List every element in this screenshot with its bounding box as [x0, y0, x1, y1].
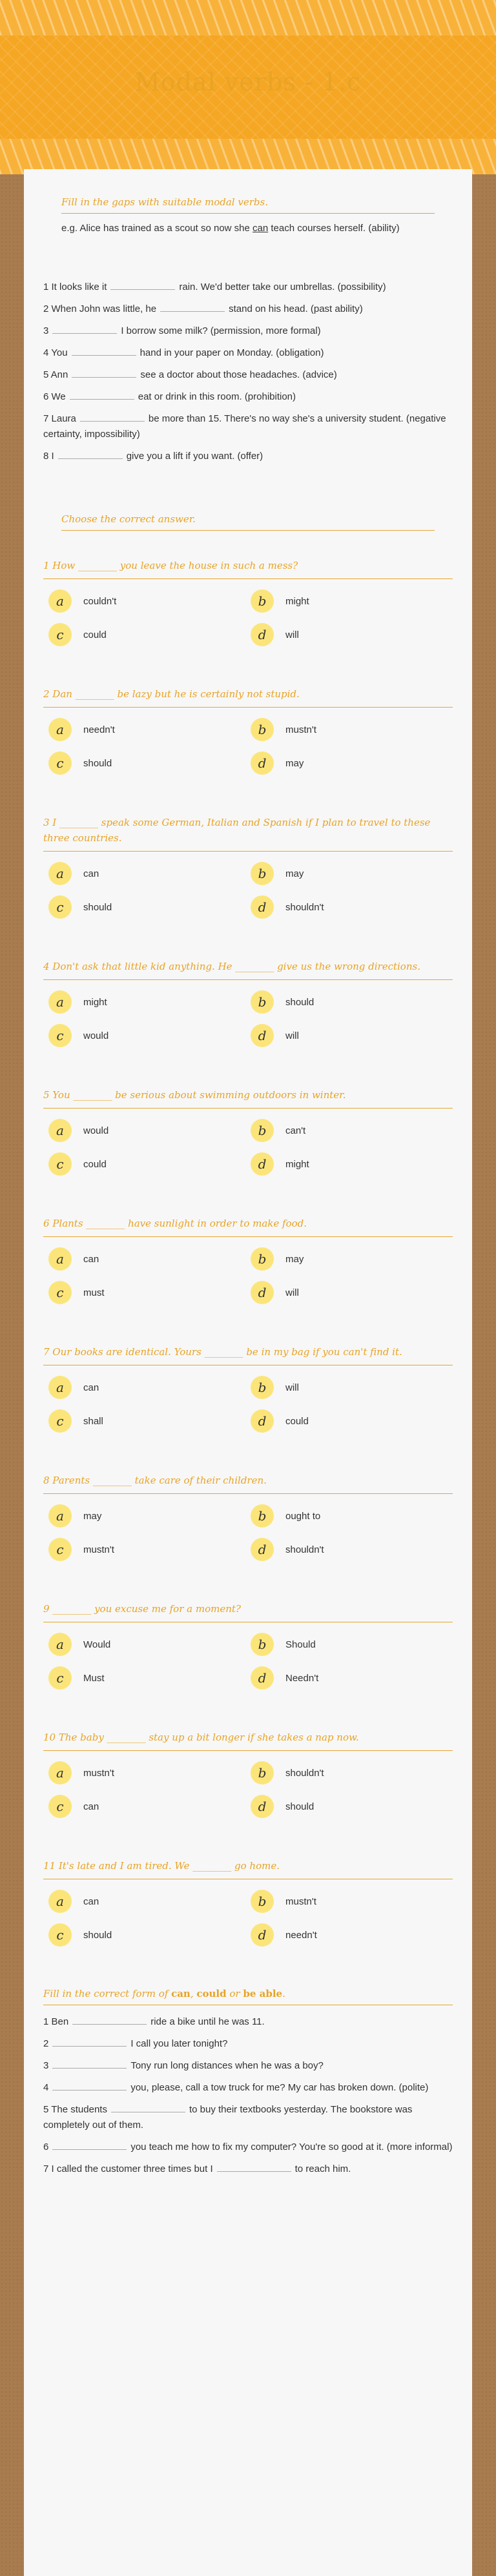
answer-blank[interactable]	[111, 2103, 185, 2112]
answer-option-c[interactable]	[48, 1152, 251, 1176]
line-text-pre: 8 I	[43, 451, 54, 462]
answer-options	[43, 1119, 453, 1176]
answer-options	[43, 1247, 453, 1304]
answer-option-b[interactable]	[251, 1504, 453, 1528]
option-letter-badge[interactable]: b	[251, 1890, 274, 1913]
answer-blank[interactable]	[110, 281, 175, 290]
option-label: shouldn't	[285, 901, 324, 913]
answer-option-d[interactable]	[251, 1795, 453, 1818]
question-text: 10 The baby ________ stay up a bit longer if she takes a nap now.	[43, 1730, 453, 1751]
question-3	[43, 815, 453, 919]
answer-option-a[interactable]	[48, 1633, 251, 1656]
answer-option-c[interactable]	[48, 1923, 251, 1947]
line-text-post: I call you later tonight?	[130, 2038, 228, 2049]
answer-option-d[interactable]	[251, 1409, 453, 1433]
option-label: will	[285, 629, 299, 640]
option-label: may	[285, 868, 304, 879]
option-letter-badge[interactable]: a	[48, 1376, 72, 1399]
s3-line-1	[43, 2014, 453, 2030]
answer-blank[interactable]	[52, 325, 117, 334]
answer-option-c[interactable]	[48, 751, 251, 775]
option-letter-badge[interactable]: c	[48, 1666, 72, 1690]
option-label: should	[285, 1801, 315, 1812]
answer-option-d[interactable]	[251, 623, 453, 646]
line-text-post: you teach me how to fix my computer? You're so good at it. (more informal)	[130, 2142, 453, 2152]
line-text-pre: 2 When John was little, he	[43, 303, 157, 314]
line-text-pre: 1 It looks like it	[43, 281, 107, 292]
answer-option-a[interactable]	[48, 990, 251, 1014]
question-list	[43, 558, 453, 1947]
option-letter-badge[interactable]: d	[251, 895, 274, 919]
option-letter-badge[interactable]: d	[251, 1923, 274, 1947]
option-letter-badge[interactable]: b	[251, 1504, 274, 1528]
question-text: 9 ________ you excuse me for a moment?	[43, 1601, 453, 1622]
option-letter-badge[interactable]: a	[48, 1504, 72, 1528]
line-text-pre: 3	[43, 325, 49, 336]
answer-options	[43, 990, 453, 1047]
line-text-pre: 7 I called the customer three times but I	[43, 2163, 213, 2174]
line-text-pre: 6 We	[43, 391, 66, 402]
option-letter-badge[interactable]: d	[251, 1666, 274, 1690]
option-letter-badge[interactable]: a	[48, 718, 72, 741]
question-5	[43, 1087, 453, 1176]
answer-option-b[interactable]	[251, 990, 453, 1014]
option-label: mustn't	[285, 724, 316, 735]
option-letter-badge[interactable]: d	[251, 751, 274, 775]
option-label: needn't	[83, 724, 115, 735]
answer-option-a[interactable]	[48, 1376, 251, 1399]
answer-option-a[interactable]	[48, 1890, 251, 1913]
option-letter-badge[interactable]: a	[48, 1247, 72, 1271]
option-letter-badge[interactable]: d	[251, 1409, 274, 1433]
question-text: 5 You ________ be serious about swimming outdoors in winter.	[43, 1087, 453, 1109]
option-letter-badge[interactable]: b	[251, 1761, 274, 1784]
line-text-post: stand on his head. (past ability)	[229, 303, 363, 314]
gap-line-8	[43, 449, 453, 464]
option-label: could	[83, 1158, 107, 1170]
answer-blank[interactable]	[52, 2060, 127, 2069]
answer-option-b[interactable]	[251, 862, 453, 885]
option-label: should	[83, 1929, 112, 1941]
s3-line-3	[43, 2058, 453, 2074]
line-text-pre: 2	[43, 2038, 49, 2049]
option-letter-badge[interactable]: c	[48, 1538, 72, 1561]
header-banner	[0, 0, 496, 174]
answer-blank[interactable]	[80, 413, 145, 422]
answer-option-a[interactable]	[48, 1761, 251, 1784]
answer-option-c[interactable]	[48, 1024, 251, 1047]
answer-option-b[interactable]	[251, 1890, 453, 1913]
section-2-heading: Choose the correct answer.	[61, 509, 435, 531]
option-label: may	[285, 1253, 304, 1265]
answer-options	[43, 1761, 453, 1818]
section-2	[61, 509, 435, 531]
answer-option-a[interactable]	[48, 1119, 251, 1142]
question-text: 6 Plants ________ have sunlight in order to make food.	[43, 1216, 453, 1237]
answer-options	[43, 862, 453, 919]
line-text-pre: 4 You	[43, 347, 68, 358]
s3-line-6	[43, 2140, 453, 2155]
question-text: 2 Dan ________ be lazy but he is certainly not stupid.	[43, 686, 453, 708]
answer-option-b[interactable]	[251, 1119, 453, 1142]
answer-blank[interactable]	[160, 303, 225, 312]
gap-line-1	[43, 280, 453, 295]
answer-option-a[interactable]	[48, 718, 251, 741]
option-letter-badge[interactable]: b	[251, 990, 274, 1014]
answer-option-c[interactable]	[48, 1538, 251, 1561]
option-label: should	[83, 901, 112, 913]
gap-line-6	[43, 389, 453, 405]
answer-option-d[interactable]	[251, 1281, 453, 1304]
option-letter-badge[interactable]: c	[48, 895, 72, 919]
option-letter-badge[interactable]: b	[251, 1247, 274, 1271]
option-letter-badge[interactable]: b	[251, 589, 274, 613]
s3-line-5	[43, 2102, 453, 2133]
example-pre: e.g. Alice has trained as a scout so now she	[61, 223, 253, 234]
page-title: Modal verbs - 1.c	[134, 68, 362, 96]
answer-option-c[interactable]	[48, 895, 251, 919]
answer-options	[43, 718, 453, 775]
option-letter-badge[interactable]: b	[251, 862, 274, 885]
option-letter-badge[interactable]: c	[48, 1152, 72, 1176]
s3-line-4	[43, 2080, 453, 2096]
gap-line-5	[43, 367, 453, 383]
option-label: shouldn't	[285, 1544, 324, 1555]
question-9	[43, 1601, 453, 1690]
line-text-pre: 4	[43, 2082, 49, 2093]
line-text-pre: 7 Laura	[43, 413, 76, 424]
question-text: 1 How ________ you leave the house in such a mess?	[43, 558, 453, 579]
option-label: can	[83, 1253, 99, 1265]
option-letter-badge[interactable]: c	[48, 751, 72, 775]
option-label: mustn't	[83, 1544, 114, 1555]
option-label: will	[285, 1030, 299, 1041]
answer-blank[interactable]	[72, 347, 136, 356]
answer-option-d[interactable]	[251, 1923, 453, 1947]
answer-option-b[interactable]	[251, 589, 453, 613]
question-text: 4 Don't ask that little kid anything. He ________ give us the wrong directions.	[43, 959, 453, 980]
question-4	[43, 959, 453, 1047]
worksheet	[24, 169, 472, 2576]
option-label: might	[285, 1158, 309, 1170]
option-label: must	[83, 1287, 105, 1298]
option-label: will	[285, 1382, 299, 1393]
answer-option-b[interactable]	[251, 718, 453, 741]
answer-blank[interactable]	[72, 2016, 147, 2025]
line-text-post: hand in your paper on Monday. (obligation)	[140, 347, 324, 358]
gap-fill-list	[43, 280, 453, 464]
answer-blank[interactable]	[52, 2141, 127, 2150]
option-letter-badge[interactable]: d	[251, 1152, 274, 1176]
option-letter-badge[interactable]: b	[251, 718, 274, 741]
option-letter-badge[interactable]: c	[48, 1409, 72, 1433]
answer-option-d[interactable]	[251, 1666, 453, 1690]
answer-option-c[interactable]	[48, 1409, 251, 1433]
line-text-post: Tony run long distances when he was a boy?	[130, 2060, 324, 2071]
option-label: should	[285, 996, 315, 1008]
answer-options	[43, 589, 453, 646]
question-2	[43, 686, 453, 775]
line-text-post: ride a bike until he was 11.	[150, 2016, 265, 2027]
option-label: shouldn't	[285, 1767, 324, 1779]
gap-line-2	[43, 302, 453, 317]
question-text: 3 I ________ speak some German, Italian and Spanish if I plan to travel to these three countries.	[43, 815, 453, 852]
example-sentence	[61, 221, 435, 236]
gap-line-7	[43, 411, 453, 442]
line-text-post: you, please, call a tow truck for me? My car has broken down. (polite)	[130, 2082, 429, 2093]
question-7	[43, 1344, 453, 1433]
option-letter-badge[interactable]: d	[251, 1795, 274, 1818]
answer-option-d[interactable]	[251, 895, 453, 919]
option-letter-badge[interactable]: c	[48, 623, 72, 646]
option-letter-badge[interactable]: d	[251, 623, 274, 646]
answer-option-d[interactable]	[251, 751, 453, 775]
option-label: will	[285, 1287, 299, 1298]
answer-option-a[interactable]	[48, 862, 251, 885]
section-3-heading: Fill in the correct form of can, could or be able.	[43, 1988, 453, 2005]
answer-option-c[interactable]	[48, 623, 251, 646]
option-label: shall	[83, 1415, 103, 1427]
line-text-post: be more than 15. There's no way she's a university student. (negative certainty, impossibility)	[43, 413, 446, 440]
question-10	[43, 1730, 453, 1818]
answer-options	[43, 1376, 453, 1433]
question-1	[43, 558, 453, 646]
section-3-list	[43, 2014, 453, 2177]
line-text-pre: 5 Ann	[43, 369, 68, 380]
answer-option-b[interactable]	[251, 1633, 453, 1656]
answer-option-b[interactable]	[251, 1247, 453, 1271]
option-label: can	[83, 1801, 99, 1812]
option-letter-badge[interactable]: a	[48, 589, 72, 613]
question-11	[43, 1858, 453, 1947]
option-letter-badge[interactable]: d	[251, 1538, 274, 1561]
section-1-heading: Fill in the gaps with suitable modal verbs.	[61, 192, 435, 214]
option-label: Would	[83, 1639, 111, 1650]
option-label: couldn't	[83, 595, 117, 607]
option-letter-badge[interactable]: a	[48, 1119, 72, 1142]
gap-line-3	[43, 323, 453, 339]
question-6	[43, 1216, 453, 1304]
option-letter-badge[interactable]: a	[48, 990, 72, 1014]
banner-pattern-top	[0, 0, 496, 36]
option-label: Should	[285, 1639, 316, 1650]
line-text-pre: 6	[43, 2142, 49, 2152]
answer-option-b[interactable]	[251, 1376, 453, 1399]
answer-option-d[interactable]	[251, 1024, 453, 1047]
line-text-post: see a doctor about those headaches. (advice)	[140, 369, 337, 380]
line-text-post: eat or drink in this room. (prohibition)	[138, 391, 296, 402]
question-text: 8 Parents ________ take care of their children.	[43, 1473, 453, 1494]
option-letter-badge[interactable]: a	[48, 862, 72, 885]
answer-blank[interactable]	[58, 450, 123, 459]
answer-blank[interactable]	[70, 391, 134, 400]
answer-option-d[interactable]	[251, 1152, 453, 1176]
question-text: 11 It's late and I am tired. We ________ go home.	[43, 1858, 453, 1879]
option-letter-badge[interactable]: b	[251, 1376, 274, 1399]
section-3	[43, 1988, 453, 2177]
option-label: can	[83, 1896, 99, 1907]
answer-options	[43, 1504, 453, 1561]
s3-line-7	[43, 2162, 453, 2177]
line-text-post: to reach him.	[294, 2163, 351, 2174]
option-letter-badge[interactable]: c	[48, 1795, 72, 1818]
answer-option-d[interactable]	[251, 1538, 453, 1561]
answer-blank[interactable]	[72, 369, 136, 378]
option-label: would	[83, 1030, 109, 1041]
option-label: Must	[83, 1672, 105, 1684]
answer-option-a[interactable]	[48, 589, 251, 613]
answer-option-c[interactable]	[48, 1281, 251, 1304]
example-post: teach courses herself. (ability)	[268, 223, 400, 234]
example-word: can	[253, 223, 269, 234]
answer-blank[interactable]	[52, 2081, 127, 2090]
line-text-post: give you a lift if you want. (offer)	[126, 451, 264, 462]
s3-line-2	[43, 2036, 453, 2052]
answer-option-c[interactable]	[48, 1666, 251, 1690]
line-text-post: to buy their textbooks yesterday. The bookstore was completely out of them.	[43, 2104, 413, 2131]
option-label: would	[83, 1125, 109, 1136]
option-letter-badge[interactable]: a	[48, 1761, 72, 1784]
option-label: can	[83, 1382, 99, 1393]
option-label: needn't	[285, 1929, 317, 1941]
option-letter-badge[interactable]: d	[251, 1024, 274, 1047]
option-label: might	[285, 595, 309, 607]
answer-blank[interactable]	[52, 2038, 127, 2047]
answer-option-a[interactable]	[48, 1504, 251, 1528]
option-label: could	[285, 1415, 309, 1427]
option-label: may	[83, 1510, 102, 1522]
answer-option-a[interactable]	[48, 1247, 251, 1271]
option-label: can't	[285, 1125, 306, 1136]
option-label: could	[83, 629, 107, 640]
option-letter-badge[interactable]: a	[48, 1890, 72, 1913]
option-letter-badge[interactable]: c	[48, 1281, 72, 1304]
answer-option-b[interactable]	[251, 1761, 453, 1784]
answer-blank[interactable]	[217, 2163, 291, 2172]
option-label: Needn't	[285, 1672, 319, 1684]
line-text-post: I borrow some milk? (permission, more formal)	[121, 325, 321, 336]
option-letter-badge[interactable]: c	[48, 1024, 72, 1047]
option-label: mustn't	[285, 1896, 316, 1907]
option-letter-badge[interactable]: d	[251, 1281, 274, 1304]
option-label: can	[83, 868, 99, 879]
question-text: 7 Our books are identical. Yours ________ be in my bag if you can't find it.	[43, 1344, 453, 1365]
line-text-pre: 5 The students	[43, 2104, 107, 2115]
option-label: might	[83, 996, 107, 1008]
answer-options	[43, 1633, 453, 1690]
option-letter-badge[interactable]: a	[48, 1633, 72, 1656]
option-letter-badge[interactable]: b	[251, 1633, 274, 1656]
gap-line-4	[43, 345, 453, 361]
option-label: mustn't	[83, 1767, 114, 1779]
line-text-post: rain. We'd better take our umbrellas. (possibility)	[179, 281, 386, 292]
answer-options	[43, 1890, 453, 1947]
line-text-pre: 1 Ben	[43, 2016, 69, 2027]
option-letter-badge[interactable]: c	[48, 1923, 72, 1947]
option-label: should	[83, 757, 112, 769]
question-8	[43, 1473, 453, 1561]
line-text-pre: 3	[43, 2060, 49, 2071]
section-1	[61, 192, 435, 236]
answer-option-c[interactable]	[48, 1795, 251, 1818]
option-label: may	[285, 757, 304, 769]
option-label: ought to	[285, 1510, 321, 1522]
option-letter-badge[interactable]: b	[251, 1119, 274, 1142]
